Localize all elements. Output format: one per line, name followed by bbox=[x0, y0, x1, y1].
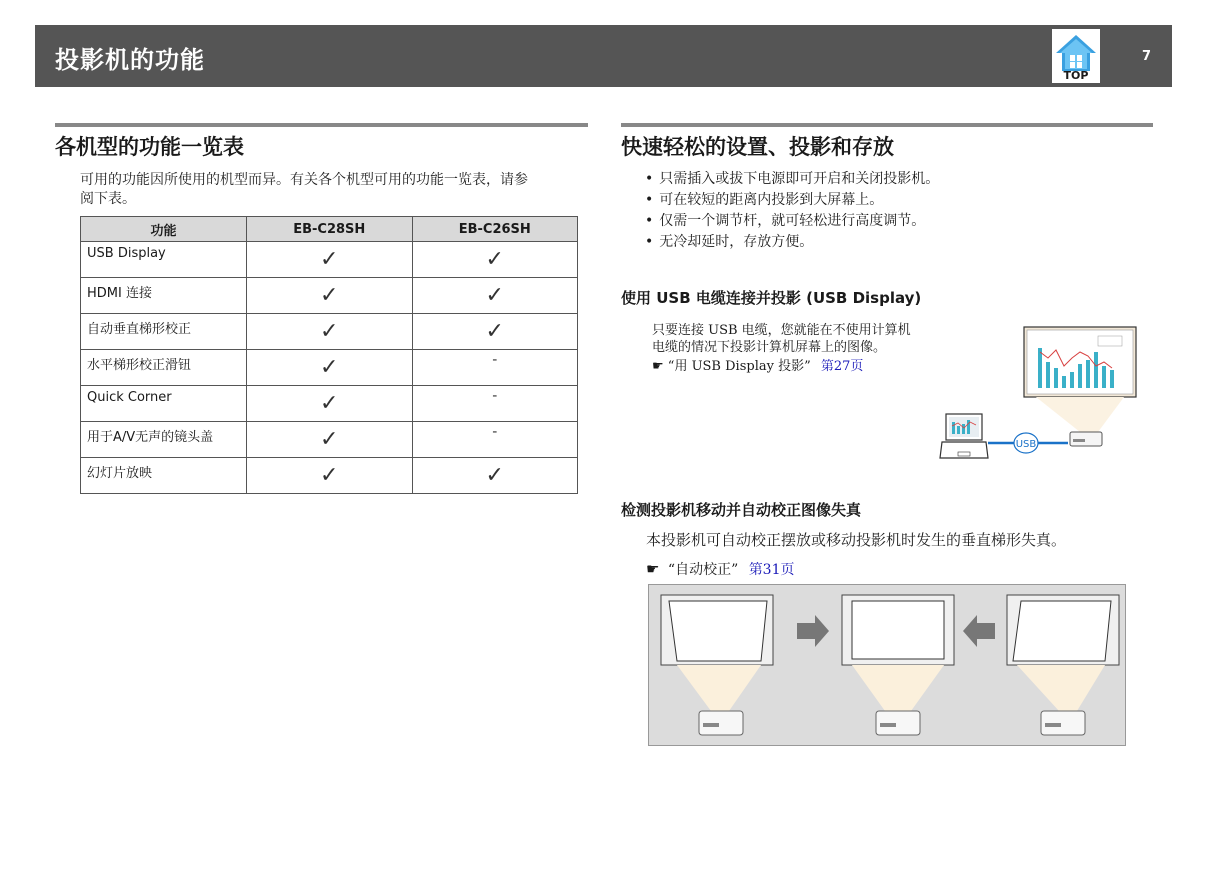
c28-support-cell bbox=[247, 350, 413, 386]
table-row bbox=[81, 278, 578, 314]
feature-name-cell: 用于A/V无声的镜头盖 bbox=[81, 422, 247, 458]
c28-support-cell bbox=[247, 386, 413, 422]
list-item: • 可在较短的距离内投影到大屏幕上。 bbox=[645, 190, 939, 211]
projection-beam bbox=[1036, 397, 1124, 432]
checkmark-icon: ✓ bbox=[320, 355, 339, 380]
table-header-row bbox=[81, 217, 578, 242]
c26-support-cell bbox=[412, 422, 578, 458]
list-item: • 只需插入或拔下电源即可开启和关闭投影机。 bbox=[645, 169, 939, 190]
table-header-feature: 功能 bbox=[81, 217, 247, 242]
feature-name-cell: 幻灯片放映 bbox=[81, 458, 247, 494]
c28-support-cell bbox=[247, 242, 413, 278]
unsupported-dash: - bbox=[492, 388, 498, 404]
top-button[interactable] bbox=[1052, 29, 1100, 83]
table-row bbox=[81, 350, 578, 386]
usb-display-illustration bbox=[938, 322, 1143, 462]
pointing-hand-icon: ☛ bbox=[646, 560, 660, 578]
c28-support-cell bbox=[247, 458, 413, 494]
laptop-icon bbox=[940, 414, 988, 458]
distorted-screen-right bbox=[1007, 595, 1119, 735]
distorted-screen-left bbox=[661, 595, 773, 735]
usb-label: USB bbox=[1015, 439, 1037, 450]
right-section-title: 快速轻松的设置、投影和存放 bbox=[621, 135, 894, 159]
feature-name-cell: USB Display bbox=[81, 242, 247, 278]
table-row bbox=[81, 242, 578, 278]
list-item: • 无冷却延时，存放方便。 bbox=[645, 232, 939, 253]
table-row bbox=[81, 386, 578, 422]
checkmark-icon: ✓ bbox=[485, 283, 504, 308]
c26-support-cell bbox=[412, 314, 578, 350]
usb-description bbox=[652, 322, 937, 375]
unsupported-dash: - bbox=[492, 424, 498, 440]
pointing-hand-icon: ☛ bbox=[652, 359, 664, 374]
auto-correct-ref-text: “自动校正” bbox=[667, 562, 739, 578]
left-intro-line2: 阅下表。 bbox=[80, 191, 136, 207]
top-label: TOP bbox=[1063, 69, 1089, 82]
table-row bbox=[81, 458, 578, 494]
table-body bbox=[81, 242, 578, 494]
checkmark-icon: ✓ bbox=[320, 247, 339, 272]
page-title: 投影机的功能 bbox=[55, 46, 205, 74]
table-header-c26: EB-C26SH bbox=[412, 217, 578, 242]
page-header bbox=[35, 25, 1172, 87]
c26-support-cell bbox=[412, 278, 578, 314]
usb-text-line2: 电缆的情况下投影计算机屏幕上的图像。 bbox=[652, 340, 887, 355]
c28-support-cell bbox=[247, 278, 413, 314]
corrected-screen-center bbox=[842, 595, 954, 735]
list-item: • 仅需一个调节杆，就可轻松进行高度调节。 bbox=[645, 211, 939, 232]
checkmark-icon: ✓ bbox=[485, 319, 504, 344]
feature-name-cell: HDMI 连接 bbox=[81, 278, 247, 314]
usb-ref-link[interactable]: 第27页 bbox=[820, 359, 864, 374]
c28-support-cell bbox=[247, 314, 413, 350]
usb-heading: 使用 USB 电缆连接并投影 (USB Display) bbox=[621, 289, 922, 307]
checkmark-icon: ✓ bbox=[320, 391, 339, 416]
page-number: 7 bbox=[1142, 49, 1152, 64]
feature-table bbox=[80, 216, 578, 494]
left-intro bbox=[80, 171, 595, 209]
c26-support-cell bbox=[412, 386, 578, 422]
usb-text-line1: 只要连接 USB 电缆，您就能在不使用计算机 bbox=[652, 323, 911, 338]
arrow-left-icon bbox=[963, 615, 995, 647]
feature-name-cell: 水平梯形校正滑钮 bbox=[81, 350, 247, 386]
checkmark-icon: ✓ bbox=[485, 463, 504, 488]
auto-correct-ref-link[interactable]: 第31页 bbox=[748, 562, 795, 578]
c26-support-cell bbox=[412, 350, 578, 386]
checkmark-icon: ✓ bbox=[320, 319, 339, 344]
arrow-right-icon bbox=[797, 615, 829, 647]
usb-ref bbox=[652, 358, 937, 375]
keystone-correction-diagram bbox=[649, 585, 1127, 747]
table-header-c28: EB-C28SH bbox=[247, 217, 413, 242]
feature-name-cell: Quick Corner bbox=[81, 386, 247, 422]
table-row bbox=[81, 314, 578, 350]
checkmark-icon: ✓ bbox=[485, 247, 504, 272]
c26-support-cell bbox=[412, 458, 578, 494]
checkmark-icon: ✓ bbox=[320, 283, 339, 308]
usb-ref-text: “用 USB Display 投影” bbox=[667, 359, 811, 374]
keystone-illustration bbox=[648, 584, 1126, 746]
left-section-rule bbox=[55, 123, 588, 127]
checkmark-icon: ✓ bbox=[320, 463, 339, 488]
auto-correct-ref bbox=[646, 559, 795, 579]
right-section-rule bbox=[621, 123, 1153, 127]
checkmark-icon: ✓ bbox=[320, 427, 339, 452]
table-row bbox=[81, 422, 578, 458]
feature-bullets bbox=[645, 169, 939, 253]
c26-support-cell bbox=[412, 242, 578, 278]
unsupported-dash: - bbox=[492, 352, 498, 368]
left-intro-line1: 可用的功能因所使用的机型而异。有关各个机型可用的功能一览表，请参 bbox=[80, 172, 528, 188]
auto-correct-description: 本投影机可自动校正摆放或移动投影机时发生的垂直梯形失真。 bbox=[646, 531, 1067, 549]
left-section-title: 各机型的功能一览表 bbox=[55, 135, 244, 159]
c28-support-cell bbox=[247, 422, 413, 458]
auto-correct-heading: 检测投影机移动并自动校正图像失真 bbox=[621, 501, 862, 519]
feature-name-cell: 自动垂直梯形校正 bbox=[81, 314, 247, 350]
